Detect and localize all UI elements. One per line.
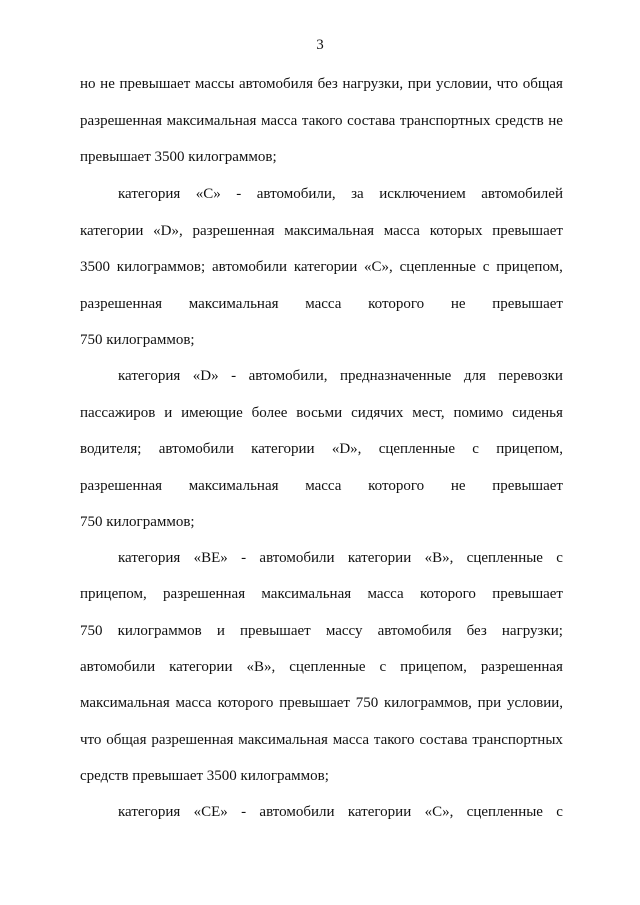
word: мест, bbox=[412, 405, 445, 421]
word: максимальная bbox=[166, 113, 257, 129]
word: условии, bbox=[435, 76, 492, 92]
word: которых bbox=[429, 223, 483, 239]
word: автомобили bbox=[259, 550, 335, 566]
word: разрешенная bbox=[480, 659, 563, 675]
word: сцепленные bbox=[289, 659, 366, 675]
word: 3500 bbox=[80, 259, 110, 275]
word: масса bbox=[305, 296, 342, 312]
word: категории bbox=[293, 259, 358, 275]
word: разрешенная bbox=[80, 478, 163, 494]
word: прицепом, bbox=[400, 659, 467, 675]
text-line bbox=[80, 404, 563, 422]
word: автомобили bbox=[211, 259, 288, 275]
word: не bbox=[450, 296, 466, 312]
word: автомобиля bbox=[377, 623, 452, 639]
word: условии, bbox=[506, 695, 563, 711]
word: имеющие bbox=[181, 405, 243, 421]
word: категории bbox=[80, 223, 144, 239]
word: «С», bbox=[424, 804, 454, 820]
word: восьми bbox=[296, 405, 343, 421]
word: автомобили, bbox=[248, 368, 328, 384]
word: сцепленные bbox=[466, 550, 543, 566]
word: «D», bbox=[331, 441, 362, 457]
text-line bbox=[80, 222, 563, 240]
word: категории bbox=[347, 550, 412, 566]
word: «ВЕ» bbox=[193, 550, 228, 566]
word: превышает bbox=[119, 76, 191, 92]
word: автомобили, bbox=[256, 186, 336, 202]
word: пассажиров bbox=[80, 405, 156, 421]
word: водителя; bbox=[80, 441, 142, 457]
word: категории bbox=[169, 659, 233, 675]
word: «В», bbox=[246, 659, 276, 675]
word: килограммов; bbox=[116, 259, 206, 275]
word: «D» bbox=[192, 368, 219, 384]
word: превышает bbox=[492, 296, 563, 312]
word: для bbox=[463, 368, 486, 384]
text-line bbox=[80, 295, 563, 313]
word: не bbox=[450, 478, 466, 494]
word: «С» bbox=[195, 186, 221, 202]
text-line bbox=[80, 731, 563, 749]
word: автомобили bbox=[259, 804, 335, 820]
word: максимальная bbox=[80, 695, 170, 711]
text-line: превышает 3500 килограммов; bbox=[80, 149, 277, 165]
word: максимальная bbox=[284, 223, 374, 239]
word: превышает bbox=[279, 695, 350, 711]
word: которого bbox=[368, 478, 425, 494]
word: «СЕ» bbox=[193, 804, 228, 820]
word: такого bbox=[373, 732, 415, 748]
word: - bbox=[236, 186, 242, 202]
word: при bbox=[477, 695, 502, 711]
word: транспортных bbox=[472, 732, 563, 748]
text-line: средств превышает 3500 килограммов; bbox=[80, 768, 329, 784]
word: - bbox=[241, 804, 247, 820]
word: максимальная bbox=[238, 732, 328, 748]
word: и bbox=[164, 405, 173, 421]
word: категория bbox=[118, 804, 181, 820]
word: категории bbox=[251, 441, 315, 457]
word: исключением bbox=[379, 186, 466, 202]
word: сиденья bbox=[512, 405, 563, 421]
word: которого bbox=[217, 695, 274, 711]
word: - bbox=[231, 368, 237, 384]
word: максимальная bbox=[188, 478, 279, 494]
word: при bbox=[407, 76, 432, 92]
word: 750 bbox=[80, 623, 103, 639]
word: автомобилей bbox=[481, 186, 563, 202]
word: разрешенная bbox=[80, 113, 163, 129]
word: предназначенные bbox=[340, 368, 452, 384]
word: разрешенная bbox=[192, 223, 275, 239]
word: нагрузки; bbox=[501, 623, 563, 639]
word: без bbox=[317, 76, 338, 92]
word: категория bbox=[118, 368, 181, 384]
text-line bbox=[80, 694, 563, 712]
text-line bbox=[80, 258, 563, 276]
text-line bbox=[80, 75, 563, 93]
word: килограммов bbox=[117, 623, 202, 639]
word: автомобили bbox=[158, 441, 234, 457]
word: максимальная bbox=[188, 296, 279, 312]
text-line bbox=[80, 658, 563, 676]
word: перевозки bbox=[498, 368, 563, 384]
word: массу bbox=[325, 623, 363, 639]
text-line bbox=[118, 367, 563, 385]
text-line bbox=[118, 549, 563, 567]
word: массы bbox=[194, 76, 235, 92]
word: категории bbox=[347, 804, 412, 820]
word: средств bbox=[495, 113, 544, 129]
word: но bbox=[80, 76, 96, 92]
word: превышает bbox=[492, 223, 563, 239]
text-line bbox=[118, 185, 563, 203]
word: которого bbox=[368, 296, 425, 312]
word: - bbox=[241, 550, 247, 566]
word: общая bbox=[522, 76, 563, 92]
word: максимальная bbox=[261, 586, 352, 602]
word: масса bbox=[305, 478, 342, 494]
word: сцепленные bbox=[399, 259, 476, 275]
word: что bbox=[496, 76, 519, 92]
word: состава bbox=[419, 732, 468, 748]
word: превышает bbox=[492, 478, 563, 494]
word: помимо bbox=[453, 405, 504, 421]
word: не bbox=[100, 76, 115, 92]
word: «В», bbox=[424, 550, 454, 566]
word: килограммов, bbox=[383, 695, 472, 711]
word: масса bbox=[332, 732, 369, 748]
page-number: 3 bbox=[316, 37, 324, 53]
word: масса bbox=[367, 586, 404, 602]
word: масса bbox=[175, 695, 212, 711]
word: 750 bbox=[355, 695, 379, 711]
word: автомобили bbox=[80, 659, 156, 675]
word: прицепом, bbox=[496, 259, 563, 275]
word: с bbox=[556, 804, 563, 820]
word: с bbox=[482, 259, 490, 275]
word: нагрузки, bbox=[342, 76, 404, 92]
word: превышает bbox=[239, 623, 311, 639]
word: «С», bbox=[364, 259, 393, 275]
text-line bbox=[118, 803, 563, 821]
word: за bbox=[351, 186, 364, 202]
word: сцепленные bbox=[466, 804, 543, 820]
word: транспортных bbox=[399, 113, 491, 129]
word: с bbox=[379, 659, 387, 675]
text-line bbox=[80, 440, 563, 458]
word: превышает bbox=[492, 586, 563, 602]
word: которого bbox=[419, 586, 476, 602]
word: категория bbox=[118, 550, 181, 566]
word: разрешенная bbox=[80, 296, 163, 312]
text-line bbox=[80, 622, 563, 640]
word: такого bbox=[301, 113, 343, 129]
word: «D», bbox=[153, 223, 183, 239]
word: сцепленные bbox=[378, 441, 456, 457]
text-line: 750 килограммов; bbox=[80, 514, 195, 530]
word: с bbox=[472, 441, 479, 457]
word: и bbox=[216, 623, 225, 639]
word: прицепом, bbox=[496, 441, 563, 457]
word: автомобиля bbox=[239, 76, 313, 92]
word: разрешенная bbox=[163, 586, 246, 602]
text-line: 750 килограммов; bbox=[80, 332, 195, 348]
text-line bbox=[80, 585, 563, 603]
word: не bbox=[548, 113, 563, 129]
word: прицепом, bbox=[80, 586, 147, 602]
text-line bbox=[80, 112, 563, 130]
word: с bbox=[556, 550, 563, 566]
text-line bbox=[80, 477, 563, 495]
word: категория bbox=[118, 186, 181, 202]
word: масса bbox=[383, 223, 420, 239]
word: масса bbox=[261, 113, 298, 129]
word: без bbox=[466, 623, 487, 639]
word: разрешенная bbox=[151, 732, 234, 748]
word: сидячих bbox=[351, 405, 404, 421]
word: что bbox=[80, 732, 102, 748]
word: более bbox=[251, 405, 288, 421]
word: общая bbox=[106, 732, 147, 748]
word: состава bbox=[347, 113, 396, 129]
